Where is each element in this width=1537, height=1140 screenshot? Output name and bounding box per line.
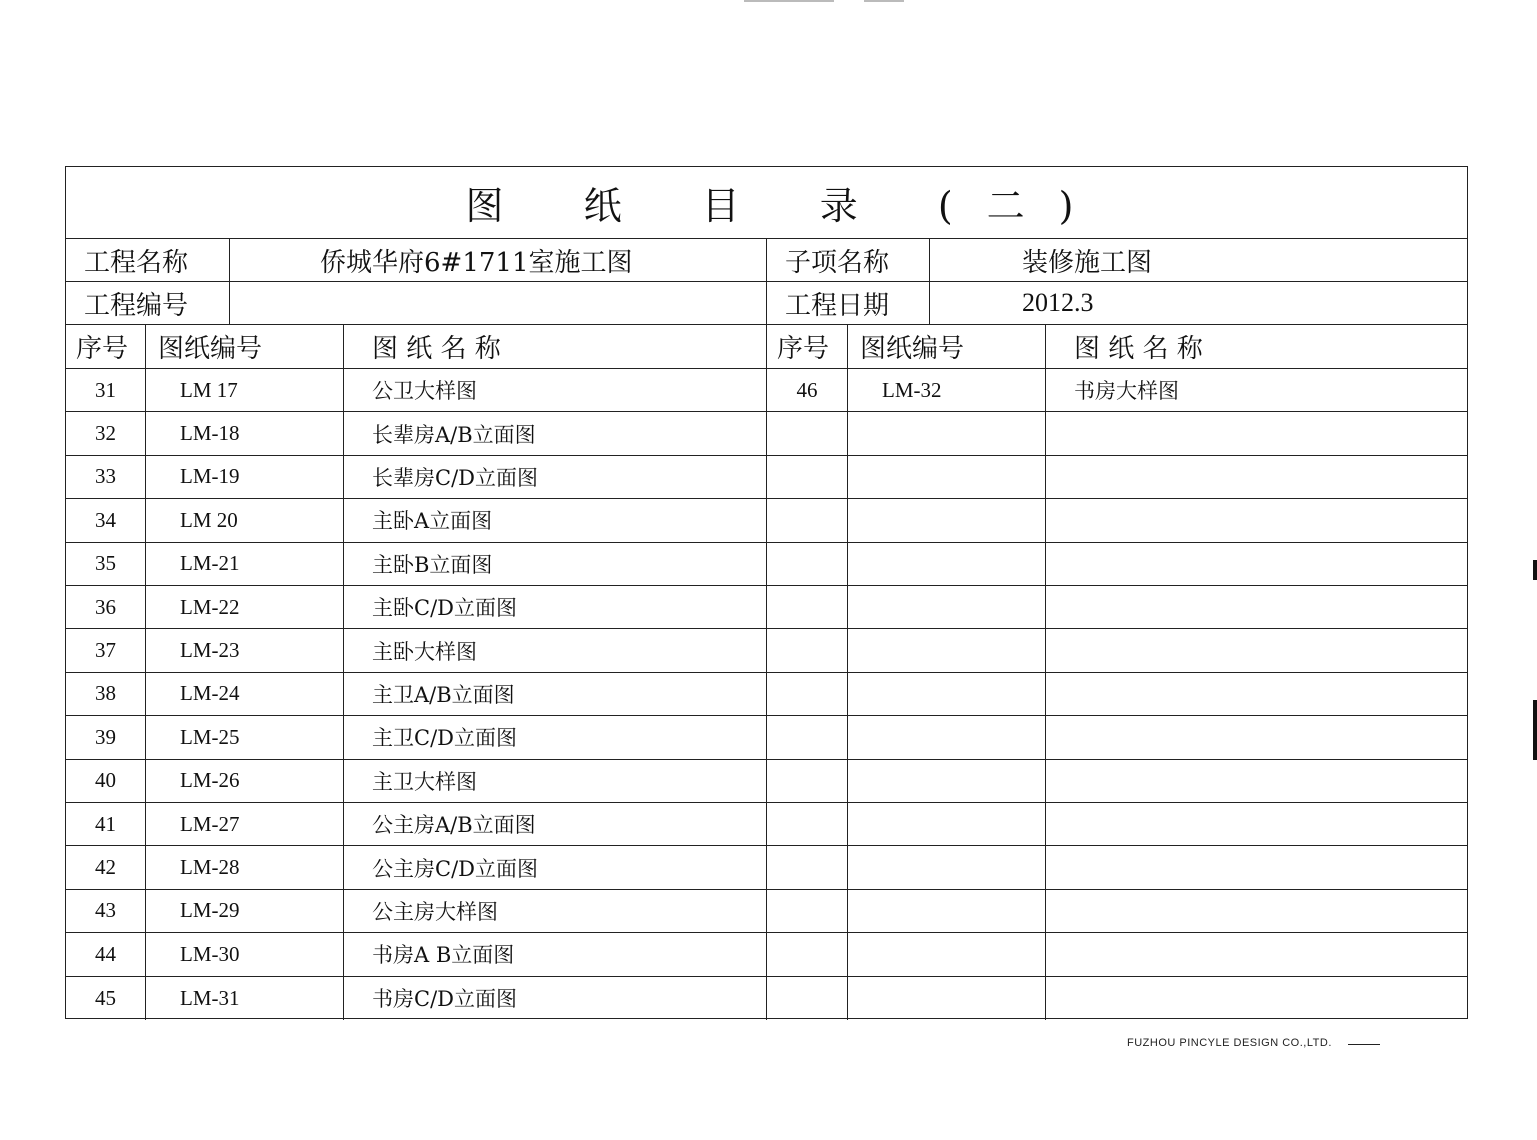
row-seq (767, 412, 848, 454)
title-row (66, 167, 1467, 239)
row-code: LM 20 (146, 499, 344, 541)
row-seq (767, 846, 848, 888)
row-seq: 37 (66, 629, 146, 671)
row-seq (767, 760, 848, 802)
row-seq: 42 (66, 846, 146, 888)
row-seq: 36 (66, 586, 146, 628)
row-name: 公主房大样图 (344, 890, 767, 932)
table-row (66, 673, 1467, 716)
edge-scan-mark (1533, 700, 1537, 760)
row-name: 主卧B立面图 (344, 543, 767, 585)
row-name (1046, 803, 1467, 845)
row-code: LM-29 (146, 890, 344, 932)
row-code: LM-25 (146, 716, 344, 758)
row-name: 长辈房C/D立面图 (344, 456, 767, 498)
row-name (1046, 543, 1467, 585)
row-code: LM-22 (146, 586, 344, 628)
table-row (66, 369, 1467, 412)
row-seq: 41 (66, 803, 146, 845)
row-seq (767, 456, 848, 498)
row-name (1046, 456, 1467, 498)
subitem-label: 子项名称 (767, 239, 930, 281)
row-code (848, 890, 1046, 932)
table-row (66, 890, 1467, 933)
header-seq: 序号 (767, 325, 848, 368)
project-name-row (66, 239, 1467, 282)
project-date-value: 2012.3 (1022, 288, 1094, 317)
top-scan-mark (744, 0, 914, 4)
row-name: 公主房A/B立面图 (344, 803, 767, 845)
row-code (848, 803, 1046, 845)
row-seq: 34 (66, 499, 146, 541)
table-row (66, 977, 1467, 1020)
row-seq (767, 673, 848, 715)
row-name: 长辈房A/B立面图 (344, 412, 767, 454)
row-name: 公卫大样图 (344, 369, 767, 411)
row-code (848, 499, 1046, 541)
row-name (1046, 673, 1467, 715)
edge-scan-mark (1533, 560, 1537, 580)
row-code: LM-32 (848, 369, 1046, 411)
table-row (66, 412, 1467, 455)
row-seq (767, 716, 848, 758)
row-name (1046, 499, 1467, 541)
row-seq: 38 (66, 673, 146, 715)
project-name-label: 工程名称 (66, 239, 230, 281)
row-code: LM-28 (146, 846, 344, 888)
row-code (848, 543, 1046, 585)
row-code: LM-26 (146, 760, 344, 802)
row-name: 主卫大样图 (344, 760, 767, 802)
row-name: 书房C/D立面图 (344, 977, 767, 1020)
row-code (848, 846, 1046, 888)
row-name: 书房A B立面图 (344, 933, 767, 975)
header-name: 图 纸 名 称 (1074, 334, 1203, 364)
project-number-label: 工程编号 (66, 282, 230, 324)
row-code: LM-31 (146, 977, 344, 1020)
table-row (66, 933, 1467, 976)
row-seq: 33 (66, 456, 146, 498)
row-code: LM-19 (146, 456, 344, 498)
row-code: LM-18 (146, 412, 344, 454)
row-code (848, 933, 1046, 975)
project-number-row (66, 282, 1467, 325)
row-seq: 46 (767, 369, 848, 411)
row-name: 主卧大样图 (344, 629, 767, 671)
table-row (66, 803, 1467, 846)
table-row (66, 716, 1467, 759)
header-code: 图纸编号 (146, 325, 344, 368)
row-seq (767, 803, 848, 845)
row-seq: 40 (66, 760, 146, 802)
row-seq (767, 890, 848, 932)
row-code (848, 629, 1046, 671)
row-code: LM-23 (146, 629, 344, 671)
row-seq: 45 (66, 977, 146, 1020)
row-seq: 32 (66, 412, 146, 454)
row-code (848, 716, 1046, 758)
row-name: 主卧A立面图 (344, 499, 767, 541)
row-code (848, 456, 1046, 498)
row-code: LM-24 (146, 673, 344, 715)
drawing-index-table (65, 166, 1468, 1019)
row-name: 书房大样图 (1074, 379, 1179, 404)
row-name (1046, 629, 1467, 671)
row-name (1046, 716, 1467, 758)
row-seq (767, 499, 848, 541)
row-name (1046, 586, 1467, 628)
page-title: 图 纸 目 录 (二) (465, 184, 1108, 228)
row-code (848, 977, 1046, 1020)
row-code: LM-30 (146, 933, 344, 975)
row-name: 主卧C/D立面图 (344, 586, 767, 628)
row-seq: 35 (66, 543, 146, 585)
company-footer: FUZHOU PINCYLE DESIGN CO.,LTD. (1127, 1037, 1332, 1049)
row-seq: 44 (66, 933, 146, 975)
row-seq (767, 977, 848, 1020)
project-date-label: 工程日期 (767, 282, 930, 324)
row-seq: 43 (66, 890, 146, 932)
row-name (1046, 890, 1467, 932)
table-row (66, 456, 1467, 499)
project-number-value (230, 282, 767, 324)
column-header-row (66, 325, 1467, 369)
subitem-value: 装修施工图 (1022, 247, 1153, 278)
row-name (1046, 977, 1467, 1020)
row-seq (767, 933, 848, 975)
row-name: 公主房C/D立面图 (344, 846, 767, 888)
row-seq (767, 543, 848, 585)
row-code (848, 586, 1046, 628)
table-row (66, 846, 1467, 889)
table-row (66, 586, 1467, 629)
row-name: 主卫A/B立面图 (344, 673, 767, 715)
row-seq: 39 (66, 716, 146, 758)
row-code (848, 760, 1046, 802)
row-name (1046, 846, 1467, 888)
row-code (848, 412, 1046, 454)
table-row (66, 760, 1467, 803)
row-name: 主卫C/D立面图 (344, 716, 767, 758)
row-name (1046, 760, 1467, 802)
row-code (848, 673, 1046, 715)
row-seq (767, 629, 848, 671)
row-seq: 31 (66, 369, 146, 411)
table-row (66, 543, 1467, 586)
row-code: LM-27 (146, 803, 344, 845)
row-code: LM-21 (146, 543, 344, 585)
row-code: LM 17 (146, 369, 344, 411)
row-name (1046, 933, 1467, 975)
table-row (66, 629, 1467, 672)
footer-rule (1348, 1044, 1380, 1045)
row-name (1046, 412, 1467, 454)
row-seq (767, 586, 848, 628)
project-name-value: 侨城华府6#1711室施工图 (230, 239, 767, 281)
table-row (66, 499, 1467, 542)
header-seq: 序号 (66, 325, 146, 368)
header-code: 图纸编号 (848, 325, 1046, 368)
header-name: 图 纸 名 称 (344, 325, 767, 368)
